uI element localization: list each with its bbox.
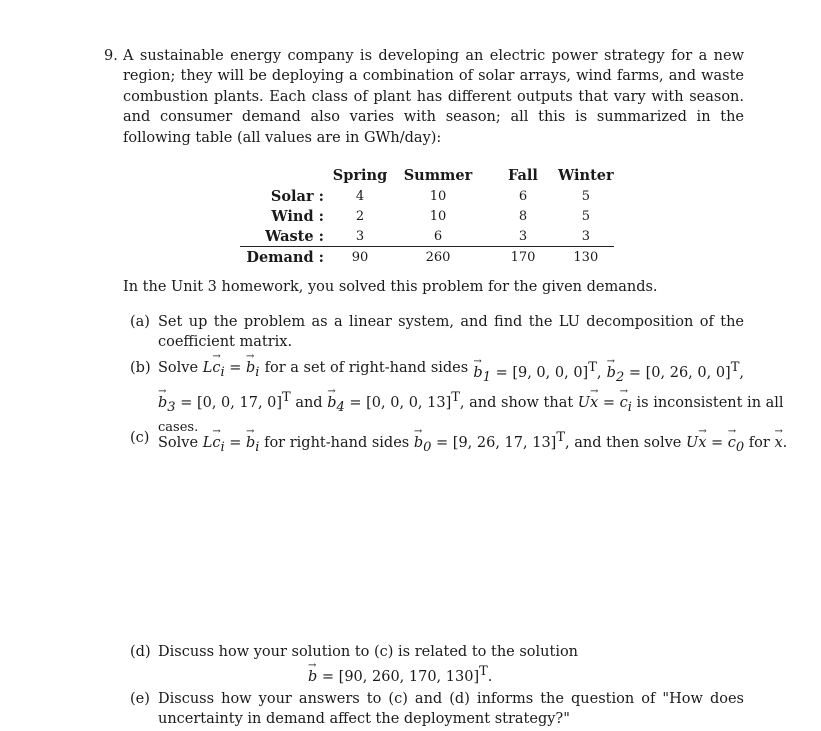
row-label-solar: Solar : bbox=[270, 187, 324, 205]
cell: 260 bbox=[388, 247, 488, 268]
math-U: U bbox=[686, 434, 699, 451]
row-label-waste: Waste : bbox=[265, 227, 324, 245]
vec-b-0: → $b_0$ bbox=[414, 433, 432, 458]
text: Solve bbox=[158, 360, 203, 376]
b-demand-value: = [90, 260, 170, 130] bbox=[321, 668, 480, 685]
text: , and then solve bbox=[565, 434, 686, 451]
text: for bbox=[744, 434, 775, 451]
part-b-label: (b) bbox=[130, 360, 151, 376]
table-row-demand bbox=[240, 247, 614, 268]
b2-value: = [0, 26, 0, 0] bbox=[628, 364, 731, 381]
vec-b: → b bbox=[308, 667, 317, 687]
part-d-label: (d) bbox=[130, 644, 151, 660]
cell: 3 bbox=[581, 228, 590, 244]
cell: 6 bbox=[518, 188, 528, 204]
header-fall: Fall bbox=[508, 166, 538, 184]
cell: 8 bbox=[518, 208, 528, 224]
part-a-label: (a) bbox=[130, 314, 150, 330]
cell: 130 bbox=[558, 247, 614, 268]
header-summer: Summer bbox=[403, 166, 473, 184]
problem-number: 9. bbox=[104, 48, 118, 64]
part-b-l1-b: for a set of right-hand sides bbox=[264, 360, 469, 376]
text: Solve bbox=[158, 434, 203, 451]
cell: 3 bbox=[518, 228, 528, 244]
part-c-body: Solve $L\to c_i$ = → $b_i$ for right-hand sides → $b_0 = [9$, 26, 17, 13]$^T$, and then solve U→ x = → $c_0$ for → x. bbox=[158, 428, 744, 458]
part-b-line-3: cases. bbox=[158, 420, 199, 436]
part-b-l1-a: Solve $L\to c_i$ = → $b_i$ bbox=[158, 358, 259, 388]
header-spring: Spring bbox=[332, 166, 388, 184]
b4-value: = [0, 0, 0, 13] bbox=[349, 394, 452, 411]
text: for right-hand sides bbox=[259, 434, 414, 451]
table-row bbox=[240, 226, 614, 247]
cell: 90 bbox=[332, 247, 388, 268]
vec-b-i: → $b_i$ bbox=[246, 433, 259, 458]
vec-x: → x bbox=[698, 433, 706, 453]
part-b-line-2: → $b_3 = [0$, 0, 17, 0]$^T$ and → $b_4 = [0$, 0, 0, 13]$^T$, and show that U→ x = → $c_i$ is inconsistent in all bbox=[158, 388, 744, 418]
part-e bbox=[130, 689, 744, 731]
cell: 3 bbox=[355, 228, 365, 244]
b3-value: = [0, 0, 17, 0] bbox=[180, 394, 283, 411]
cell: 2 bbox=[355, 208, 365, 224]
season-output-table bbox=[240, 164, 630, 267]
cell: 4 bbox=[355, 188, 365, 204]
part-d bbox=[130, 642, 744, 684]
vec-b-1: → $b_1$ bbox=[473, 363, 491, 388]
part-a-text: Set up the problem as a linear system, and find the LU decomposition of the coefficient matrix. bbox=[158, 314, 744, 351]
text: and bbox=[290, 394, 328, 411]
vec-b-4: → $b_4$ bbox=[327, 393, 345, 418]
cell: 10 bbox=[429, 188, 447, 204]
vec-x: → x bbox=[590, 393, 598, 413]
math-L: L bbox=[202, 434, 213, 451]
cell: 170 bbox=[488, 247, 558, 268]
vec-c-i: → $c_i$ bbox=[212, 433, 224, 458]
cell: 5 bbox=[581, 188, 590, 204]
part-e-text: Discuss how your answers to (c) and (d) informs the question of "How does uncertainty in demand affect the deployment strategy?" bbox=[158, 691, 744, 728]
part-d-vector: → b = [90, 260, 170, 130]$^T$. bbox=[308, 662, 492, 687]
table-header-row bbox=[240, 164, 614, 186]
part-b bbox=[130, 358, 784, 436]
vec-x: → x bbox=[774, 433, 782, 453]
row-label-demand: Demand : bbox=[240, 247, 332, 268]
vec-c-0: → $c_0$ bbox=[728, 433, 744, 458]
part-b-l1-d: → $b_2 = [0$, 26, 0, 0]$^T$, bbox=[607, 358, 744, 388]
part-c-label: (c) bbox=[130, 430, 150, 446]
part-e-label: (e) bbox=[130, 691, 150, 707]
part-c bbox=[130, 428, 788, 455]
b1-value: = [9, 0, 0, 0] bbox=[495, 364, 589, 381]
table-row bbox=[240, 206, 614, 226]
math-L: L bbox=[202, 360, 213, 376]
vec-b-2: → $b_2$ bbox=[607, 363, 625, 388]
table-row bbox=[240, 186, 614, 206]
part-d-text: Discuss how your solution to (c) is related to the solution bbox=[158, 644, 579, 660]
math-U: U bbox=[577, 394, 591, 411]
header-winter: Winter bbox=[558, 166, 614, 184]
vec-b-3: → $b_3$ bbox=[158, 393, 176, 418]
text: is inconsistent in all bbox=[631, 394, 784, 411]
row-label-wind: Wind : bbox=[271, 207, 324, 225]
vec-b-i: → $b_i$ bbox=[246, 358, 259, 383]
part-a bbox=[130, 312, 744, 354]
vec-c-i: → $c_i$ bbox=[620, 393, 632, 418]
unit3-sentence: In the Unit 3 homework, you solved this problem for the given demands. bbox=[123, 279, 658, 295]
cell: 5 bbox=[581, 208, 590, 224]
cell: 6 bbox=[433, 228, 443, 244]
part-b-line-1 bbox=[158, 358, 744, 388]
vec-c-i: → $c_i$ bbox=[212, 358, 224, 383]
text: , and show that bbox=[459, 394, 578, 411]
cell: 10 bbox=[429, 208, 447, 224]
part-b-l1-c: → $b_1 = [9$, 0, 0, 0]$^T$, bbox=[473, 358, 601, 388]
b0-value: = [9, 26, 17, 13] bbox=[436, 434, 557, 451]
problem-intro: A sustainable energy company is developing an electric power strategy for a new region; they will be deploying a combination of solar arrays, wind farms, and waste combustion plants. Each class of plant has different outputs that vary with season. and consumer demand also varies with season; all this is summarized in the following table (all values are in GWh/day): bbox=[123, 48, 744, 146]
